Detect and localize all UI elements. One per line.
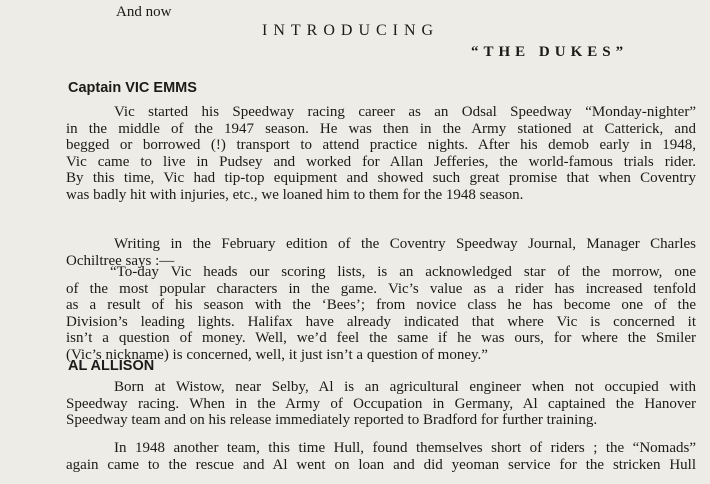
al-paragraph-hull: [66, 440, 696, 473]
text-line: Vic came to live in Pudsey and worked for Allan Jefferies, the world-famous trials rider.: [66, 153, 696, 170]
text-line: (Vic’s nickname) is concerned, well, it just isn’t a question of money.”: [66, 346, 488, 363]
text-line: as a result of his season with the ‘Bees’; from novice class he has become one of the: [66, 297, 696, 313]
text-line: Born at Wistow, near Selby, Al is an agricultural engineer when not occupied with: [114, 379, 696, 395]
text-line: begged or borrowed (!) transport to attend practice nights. After his demob early in 1948,: [66, 137, 696, 153]
text-line: In 1948 another team, this time Hull, found themselves short of riders ; the “Nomads”: [114, 440, 696, 456]
text-line: of the most popular characters in the game. Vic’s value as a rider has increased tenfold: [66, 280, 696, 297]
al-paragraph-background: [66, 379, 696, 429]
intro-and-now: And now: [116, 4, 172, 20]
section-heading-al-allison: AL ALLISON: [68, 358, 155, 374]
text-line: By this time, Vic had tip-top equipment and showed such great promise that when Coventry: [66, 170, 696, 186]
text-line: Ochiltree says :—: [66, 252, 175, 269]
text-line: Speedway racing. When in the Army of Occupation in Germany, Al captained the Hanover: [66, 395, 696, 412]
intro-introducing: INTRODUCING: [262, 22, 440, 39]
vic-paragraph-quote: [66, 264, 696, 363]
section-heading-vic-emms: Captain VIC EMMS: [68, 80, 197, 96]
text-line: Writing in the February edition of the Coventry Speedway Journal, Manager Charles: [114, 236, 696, 252]
text-line: Division’s leading lights. Halifax have already indicated that where Vic is concerned it: [66, 313, 696, 330]
text-line: in the middle of the 1947 season. He was then in the Army stationed at Catterick, and: [66, 120, 696, 137]
intro-the-dukes: “THE DUKES”: [471, 44, 629, 60]
text-line: Vic started his Speedway racing career as an Odsal Speedway “Monday-nighter”: [114, 104, 696, 120]
text-line: was badly hit with injuries, etc., we loaned him to them for the 1948 season.: [66, 186, 524, 203]
text-line: again came to the rescue and Al went on loan and did yeoman service for the stricken Hull: [66, 456, 696, 473]
text-line: isn’t a question of money. Well, we’d feel the same if he was ours, for where the Smiler: [66, 330, 696, 346]
text-line: “To-day Vic heads our scoring lists, is an acknowledged star of the morrow, one: [110, 264, 696, 280]
vic-paragraph-career: [66, 104, 696, 203]
text-line: Speedway team and on his release immediately reported to Bradford for further training.: [66, 412, 598, 428]
